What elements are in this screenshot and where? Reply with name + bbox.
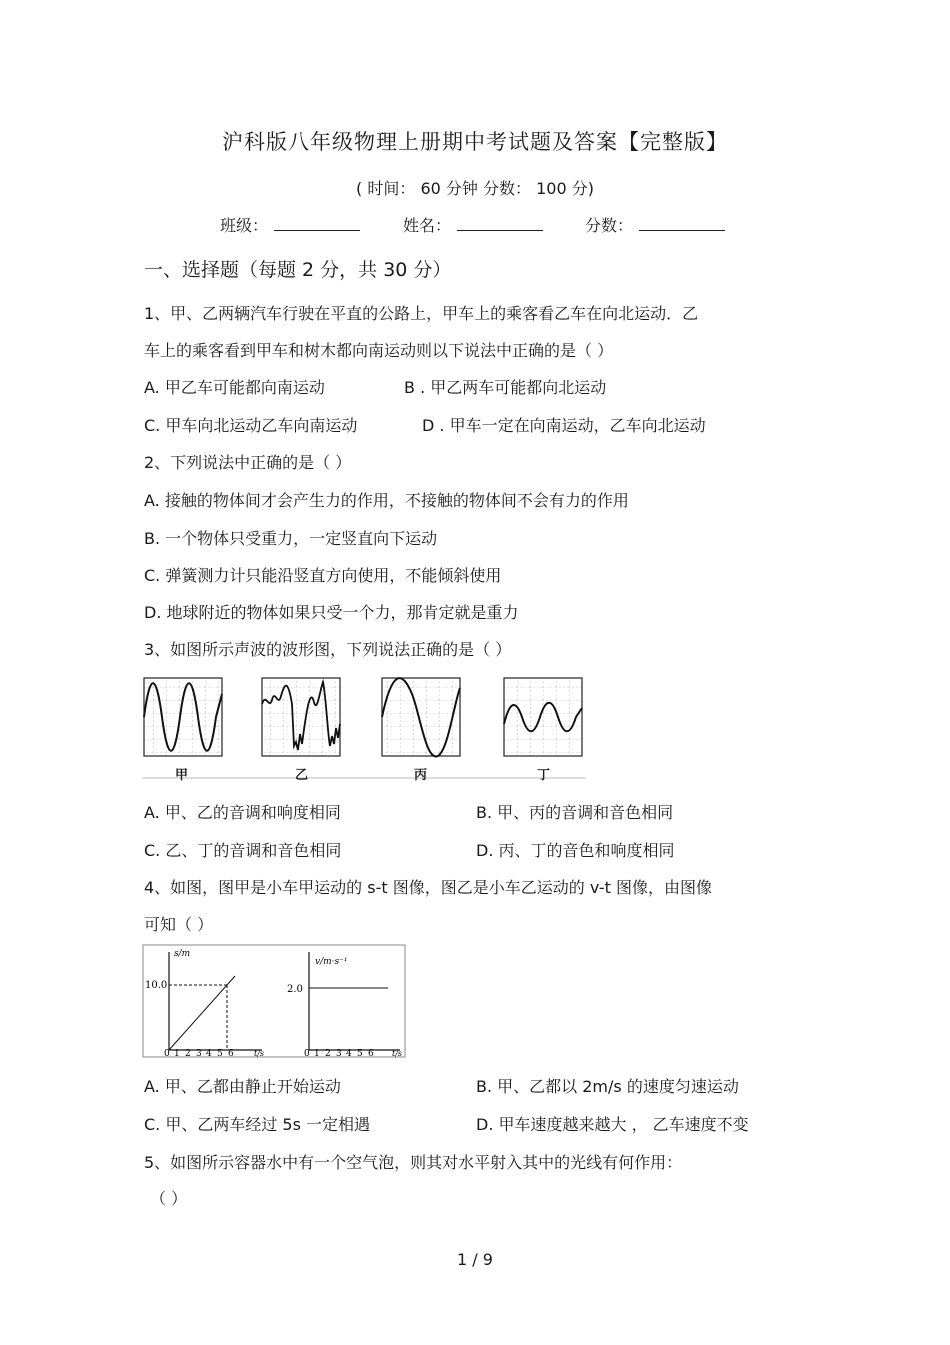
q4-stem-line1: 4、如图，图甲是小车甲运动的 s-t 图像，图乙是小车乙运动的 v-t 图像，由图像 — [144, 878, 712, 897]
waveform-bing — [382, 678, 460, 757]
page-number: 1 / 9 — [457, 1250, 493, 1269]
q3-stem: 3、如图所示声波的波形图，下列说法正确的是（ ） — [144, 640, 512, 659]
q3-option-a: A. 甲、乙的音调和响度相同 — [144, 803, 341, 822]
q4-option-b: B. 甲、乙都以 2m/s 的速度匀速运动 — [476, 1077, 739, 1096]
name-field — [403, 213, 543, 236]
vt-ytick: 2.0 — [287, 984, 303, 995]
q2-option-c: C. 弹簧测力计只能沿竖直方向使用，不能倾斜使用 — [144, 566, 502, 585]
class-blank — [274, 216, 360, 231]
q3-option-b: B. 甲、丙的音调和音色相同 — [476, 803, 674, 822]
name-label: 姓名： — [403, 216, 452, 235]
st-xtick: 2 — [185, 1049, 191, 1059]
q4-stem-line2: 可知（ ） — [144, 915, 214, 934]
class-field — [220, 213, 360, 236]
waveform-label-yi: 乙 — [295, 768, 309, 783]
vt-xtick: 1 — [314, 1049, 320, 1059]
waveform-label-ding: 丁 — [537, 768, 551, 783]
waveform-yi — [262, 678, 340, 756]
vt-graph — [287, 952, 402, 1059]
waveform-label-bing: 丙 — [414, 768, 428, 783]
waveform-figure — [140, 674, 590, 782]
q5-stem-line1: 5、如图所示容器水中有一个空气泡，则其对水平射入其中的光线有何作用： — [144, 1153, 683, 1172]
q2-option-d: D. 地球附近的物体如果只受一个力，那肯定就是重力 — [144, 603, 519, 622]
vt-xtick: 4 — [346, 1049, 352, 1059]
q3-option-d: D. 丙、丁的音色和响度相同 — [476, 841, 675, 860]
score-label: 分数： — [585, 216, 634, 235]
vt-xlabel: t/s — [392, 1049, 403, 1058]
st-xlabel: t/s — [254, 1049, 265, 1058]
waveform-ding — [504, 678, 582, 756]
class-label: 班级： — [220, 216, 269, 235]
q1-stem-line2: 车上的乘客看到甲车和树木都向南运动则以下说法中正确的是（ ） — [144, 341, 614, 360]
st-xtick: 4 — [206, 1049, 212, 1059]
vt-ylabel: v/m·s⁻¹ — [315, 957, 348, 967]
q1-option-b: B . 甲乙两车可能都向北运动 — [404, 378, 607, 397]
name-blank — [457, 216, 543, 231]
vt-xtick: 6 — [368, 1049, 374, 1059]
q1-option-d: D . 甲车一定在向南运动，乙车向北运动 — [422, 416, 706, 435]
q2-stem: 2、下列说法中正确的是（ ） — [144, 453, 352, 472]
q4-option-a: A. 甲、乙都由静止开始运动 — [144, 1077, 341, 1096]
waveform-label-jia: 甲 — [175, 768, 189, 783]
score-field — [585, 213, 725, 236]
waveform-jia — [144, 678, 222, 756]
exam-info: ( 时间： 60 分钟 分数： 100 分) — [356, 179, 594, 198]
st-ytick: 10.0 — [145, 980, 168, 991]
st-xtick: 5 — [217, 1049, 223, 1059]
st-xtick: 0 — [164, 1049, 170, 1059]
q1-stem-line1: 1、甲、乙两辆汽车行驶在平直的公路上，甲车上的乘客看乙车在向北运动．乙 — [144, 304, 699, 323]
q2-option-b: B. 一个物体只受重力，一定竖直向下运动 — [144, 529, 438, 548]
st-xtick: 3 — [196, 1049, 202, 1059]
st-graph — [145, 949, 264, 1059]
vt-xtick: 3 — [336, 1049, 342, 1059]
score-blank — [639, 216, 725, 231]
st-xtick: 1 — [174, 1049, 180, 1059]
q3-option-c: C. 乙、丁的音调和音色相同 — [144, 841, 342, 860]
q4-option-c: C. 甲、乙两车经过 5s 一定相遇 — [144, 1115, 371, 1134]
q5-stem-line2: （ ） — [150, 1189, 188, 1208]
st-xtick: 6 — [228, 1049, 234, 1059]
q2-option-a: A. 接触的物体间才会产生力的作用，不接触的物体间不会有力的作用 — [144, 491, 629, 510]
vt-xtick: 5 — [357, 1049, 363, 1059]
st-ylabel: s/m — [174, 949, 191, 959]
q1-option-c: C. 甲车向北运动乙车向南运动 — [144, 416, 358, 435]
page-title: 沪科版八年级物理上册期中考试题及答案【完整版】 — [222, 130, 728, 154]
vt-xtick: 2 — [325, 1049, 331, 1059]
vt-xtick: 0 — [304, 1049, 310, 1059]
q4-option-d: D. 甲车速度越来越大 ， 乙车速度不变 — [476, 1115, 749, 1134]
q1-option-a: A. 甲乙车可能都向南运动 — [144, 378, 325, 397]
section-heading: 一、选择题（每题 2 分，共 30 分） — [144, 259, 452, 281]
motion-graphs — [142, 944, 406, 1060]
